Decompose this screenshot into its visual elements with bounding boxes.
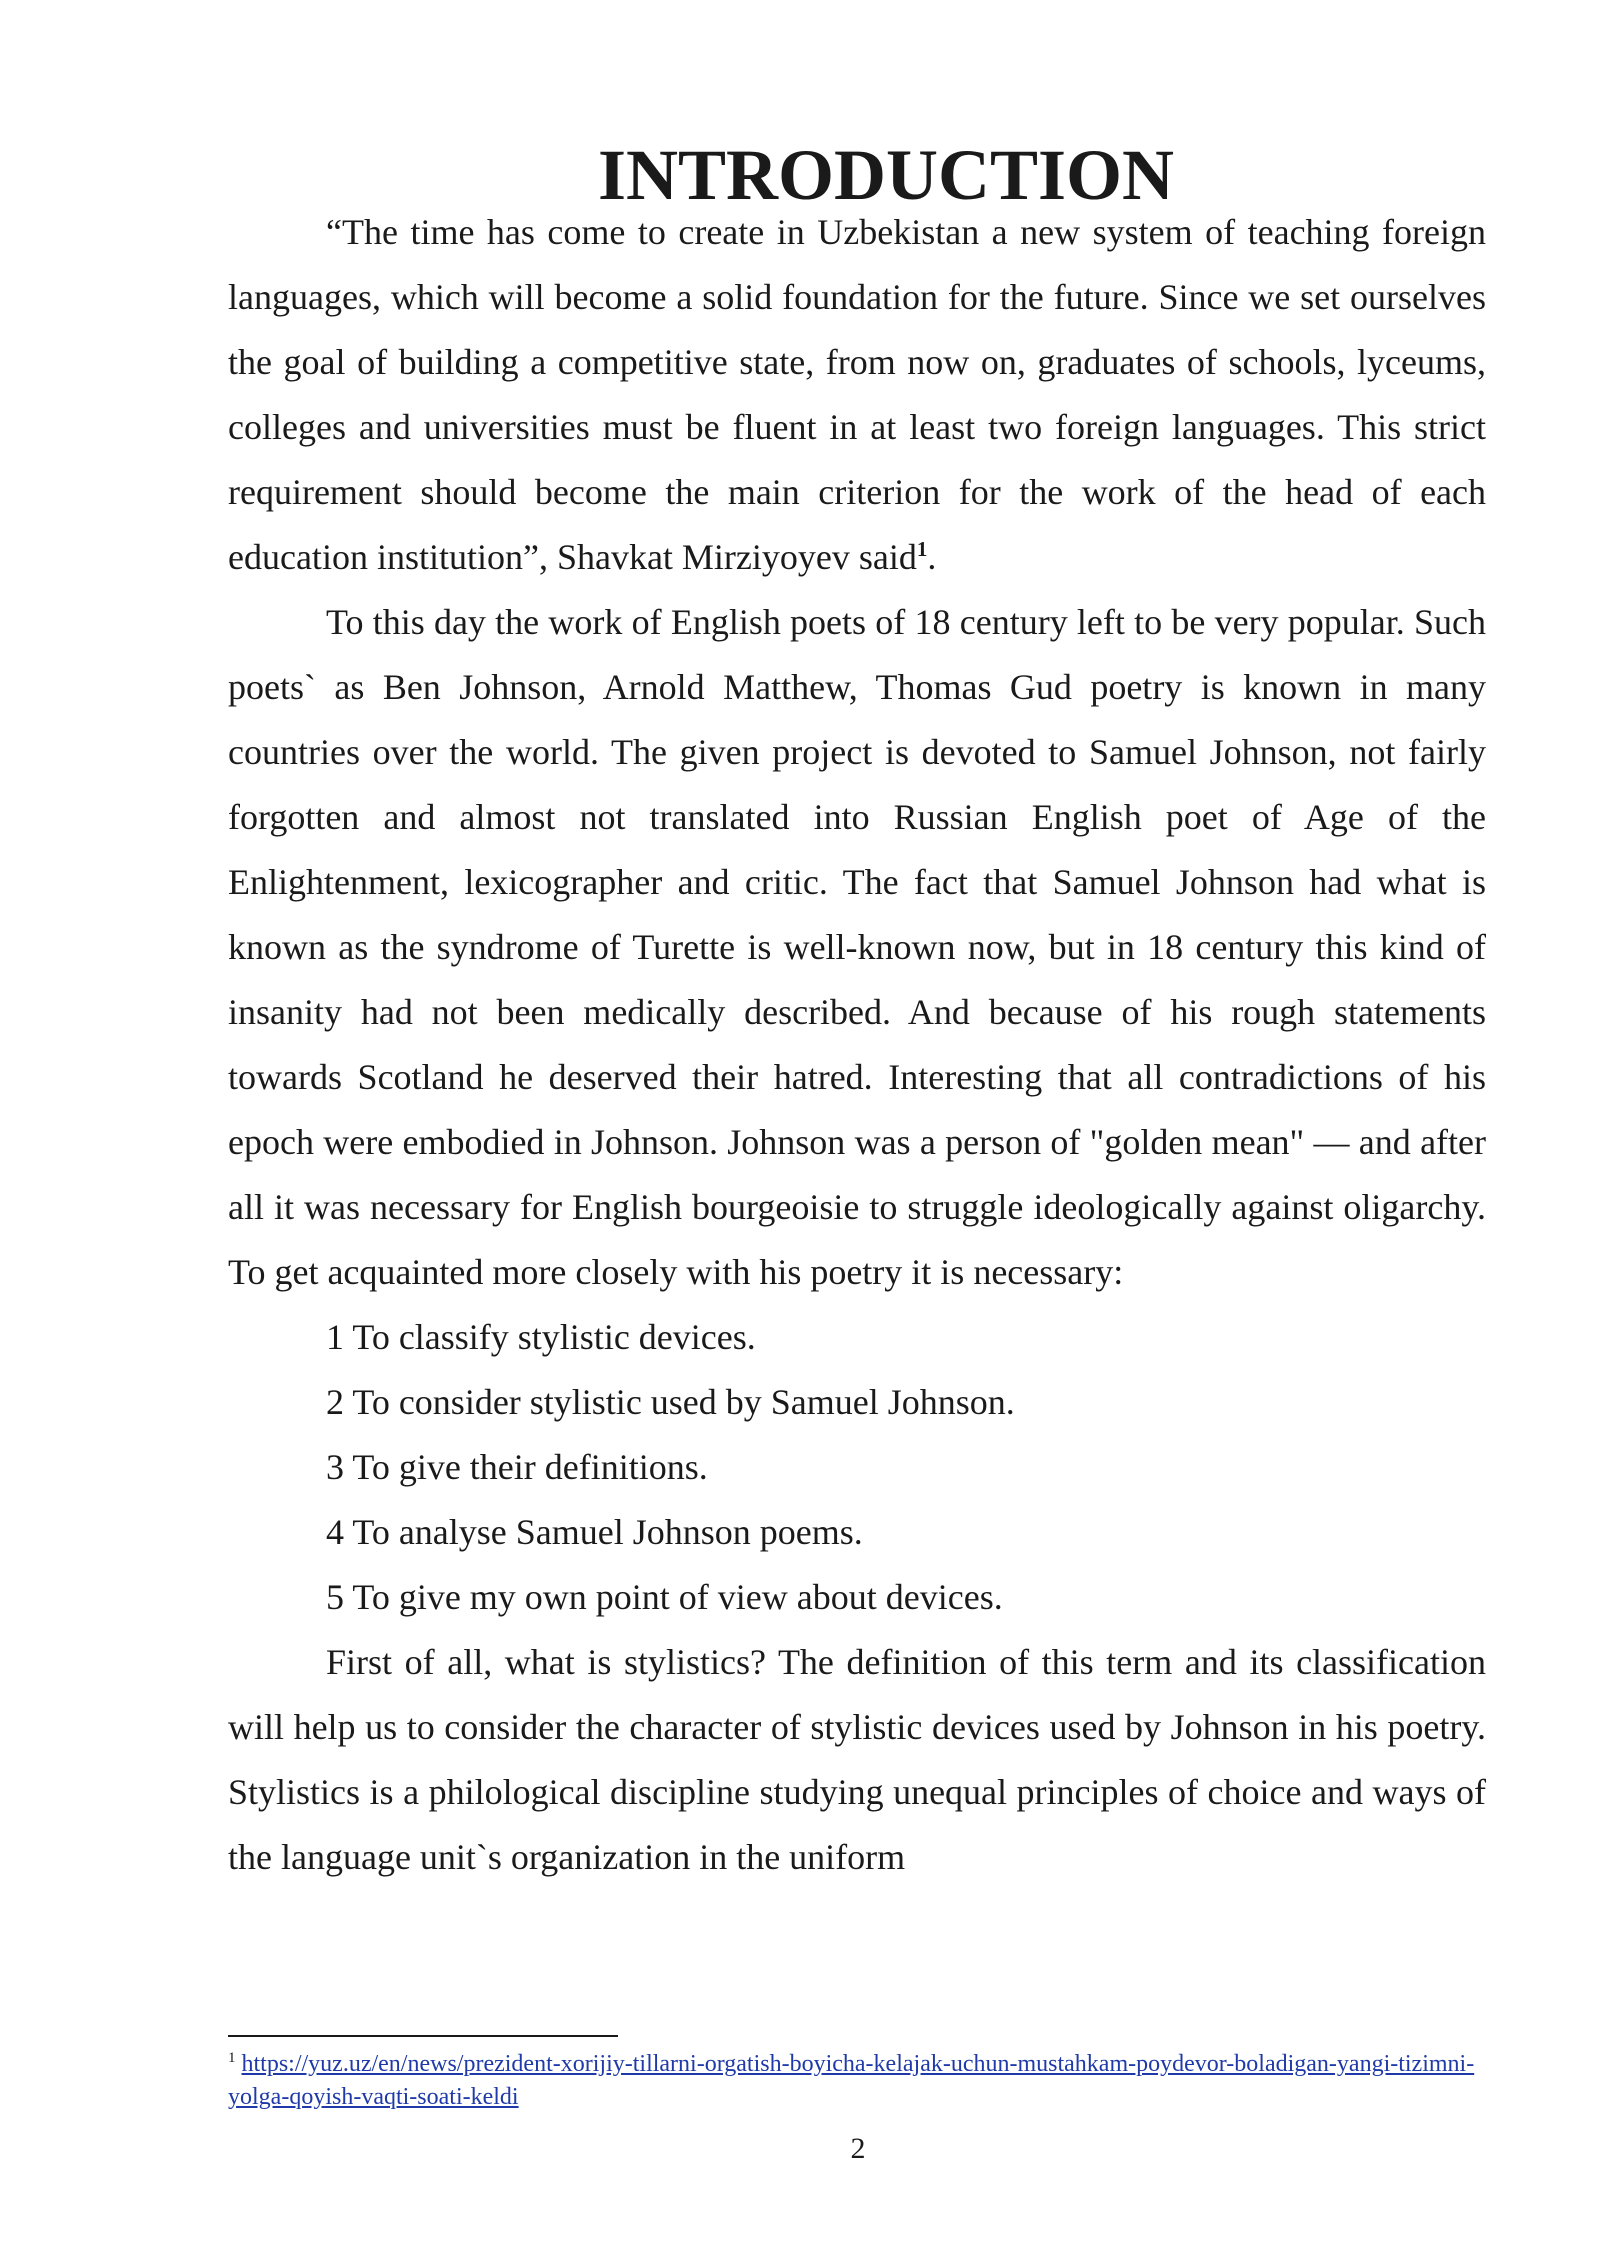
paragraph-stylistics: First of all, what is stylistics? The definition of this term and its classification will help us to consider the character of stylistic devices used by Johnson in his poetry. Stylistics is a philological discipline studying unequal principles of choice and ways of the language unit`s organization in the uniform — [228, 1642, 1486, 1877]
list-item: 5 To give my own point of view about devices. — [326, 1577, 1003, 1617]
quote-text: “The time has come to create in Uzbekistan a new system of teaching foreign languages, which will become a solid foundation for the future. Since we set ourselves the goal of building a competitive state, from now on, graduates of schools, lyceums, colleges and universities must be fluent in at least two foreign languages. This strict requirement should become the main criterion for the work of the head of each education institution”, Shavkat Mirziyoyev said — [228, 212, 1486, 577]
list-item: 3 To give their definitions. — [326, 1447, 708, 1487]
footnote-reference[interactable]: 1 — [916, 537, 928, 561]
list-item: 2 To consider stylistic used by Samuel Johnson. — [326, 1382, 1015, 1422]
quote-period: . — [927, 537, 937, 577]
footnote-link[interactable]: https://yuz.uz/en/news/prezident-xorijiy-tillarni-orgatish-boyicha-kelajak-uchun-mustahkam-poydevor-boladigan-yangi-tizimni-yolga-qoyish-vaqti-soati-keldi — [228, 2051, 1475, 2110]
page-title: INTRODUCTION — [597, 135, 1175, 215]
paragraph-johnson: To this day the work of English poets of 18 century left to be very popular. Such poets` as Ben Johnson, Arnold Matthew, Thomas Gud poetry is known in many countries over the world. The given project is devoted to Samuel Johnson, not fairly forgotten and almost not translated into Russian English poet of Age of the Enlightenment, lexicographer and critic. The fact that Samuel Johnson had what is known as the syndrome of Turette is well-known now, but in 18 century this kind of insanity had not been medically described. And because of his rough statements towards Scotland he deserved their hatred. Interesting that all contradictions of his epoch were embodied in Johnson. Johnson was a person of "golden mean" — and after all it was necessary for English bourgeoisie to struggle ideologically against oligarchy. To get acquainted more closely with his poetry it is necessary: — [228, 602, 1486, 1292]
footnote-separator — [228, 2035, 618, 2037]
list-item: 1 To classify stylistic devices. — [326, 1317, 756, 1357]
list-item: 4 To analyse Samuel Johnson poems. — [326, 1512, 863, 1552]
footnote-mark: 1 — [228, 2050, 236, 2066]
footnote — [228, 2048, 1486, 2114]
paragraph-quote — [228, 200, 1486, 590]
page-number: 2 — [850, 2132, 866, 2165]
page-body — [228, 135, 1486, 1890]
